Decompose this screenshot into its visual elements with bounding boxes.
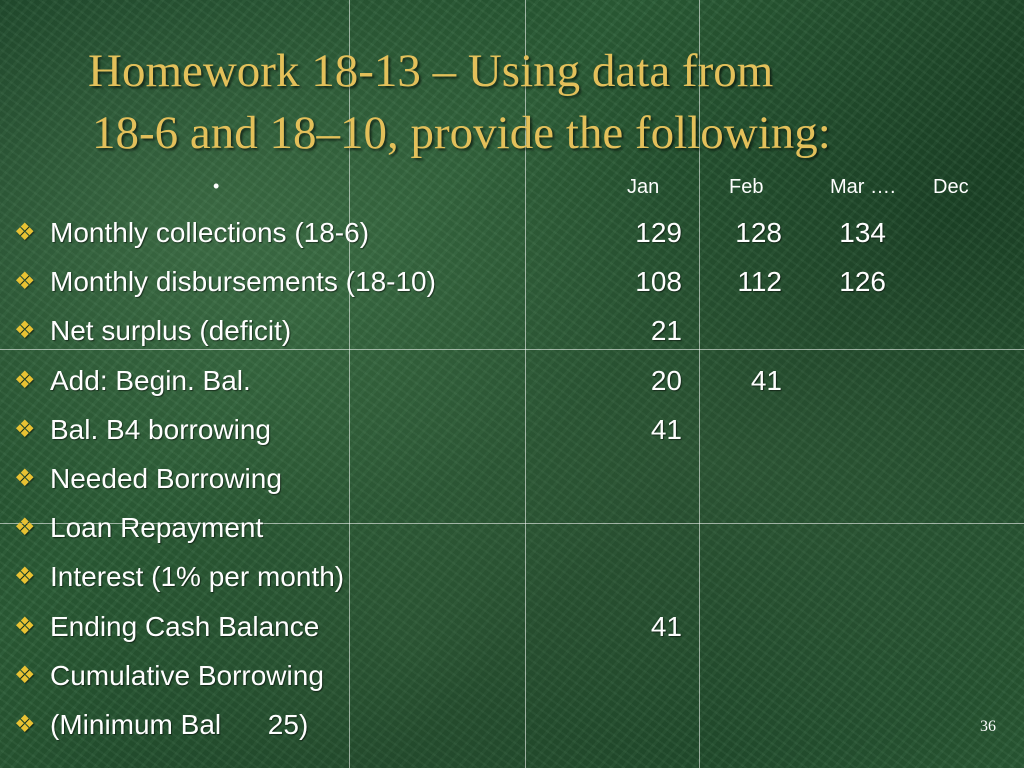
diamond-bullet-icon: ❖ [14, 464, 36, 492]
table-row [0, 257, 1024, 306]
diamond-bullet-icon: ❖ [14, 415, 36, 443]
diamond-bullet-icon: ❖ [14, 317, 36, 345]
row-label: Needed Borrowing [50, 462, 282, 494]
diamond-bullet-icon: ❖ [14, 612, 36, 640]
row-label: Loan Repayment [50, 512, 264, 544]
header-bullet: • [213, 176, 220, 196]
row-label: Bal. B4 borrowing [50, 413, 272, 445]
jan-value: 20 [650, 364, 682, 396]
mar-value: 126 [839, 266, 886, 298]
jan-value: 108 [635, 266, 682, 298]
diamond-bullet-icon: ❖ [14, 661, 36, 689]
table-row [0, 208, 1024, 257]
table-row [0, 503, 1024, 552]
diamond-bullet-icon: ❖ [14, 563, 36, 591]
column-header-jan: Jan [627, 176, 660, 198]
table-row [0, 405, 1024, 454]
diamond-bullet-icon: ❖ [14, 268, 36, 296]
diamond-bullet-icon: ❖ [14, 710, 36, 738]
feb-value: 112 [737, 266, 782, 298]
row-label: Ending Cash Balance [50, 610, 320, 642]
table-body [0, 208, 1024, 749]
diamond-bullet-icon: ❖ [14, 514, 36, 542]
table-row [0, 602, 1024, 651]
diamond-bullet-icon: ❖ [14, 219, 36, 246]
jan-value: 41 [650, 413, 682, 445]
row-label: Monthly disbursements (18-10) [50, 266, 436, 298]
column-header-feb: Feb [729, 176, 764, 198]
feb-value: 128 [735, 217, 782, 248]
title-line-1: Homework 18-13 – Using data from [88, 45, 774, 97]
row-label: Net surplus (deficit) [50, 315, 292, 347]
mar-value: 134 [839, 217, 886, 248]
table-row [0, 454, 1024, 503]
slide-number: 36 [980, 718, 996, 735]
title-line-2: 18-6 and 18–10, provide the following: [92, 107, 831, 159]
feb-value: 41 [750, 364, 782, 396]
table-row [0, 651, 1024, 700]
row-label: Interest (1% per month) [50, 561, 345, 593]
slide-title [88, 40, 1008, 164]
column-header-dec: Dec [933, 176, 969, 198]
table-row [0, 552, 1024, 601]
diamond-bullet-icon: ❖ [14, 366, 36, 394]
row-label: Cumulative Borrowing [50, 659, 324, 691]
column-header-row [0, 176, 1024, 202]
jan-value: 41 [650, 610, 682, 642]
column-header-mar: Mar …. [830, 176, 896, 198]
row-label: Monthly collections (18-6) [50, 217, 370, 248]
table-row [0, 306, 1024, 355]
jan-value: 129 [635, 217, 682, 248]
table-row [0, 700, 1024, 749]
row-label: (Minimum Bal 25) [50, 708, 309, 740]
jan-value: 21 [650, 315, 682, 347]
table-row [0, 356, 1024, 405]
row-label: Add: Begin. Bal. [50, 364, 251, 396]
